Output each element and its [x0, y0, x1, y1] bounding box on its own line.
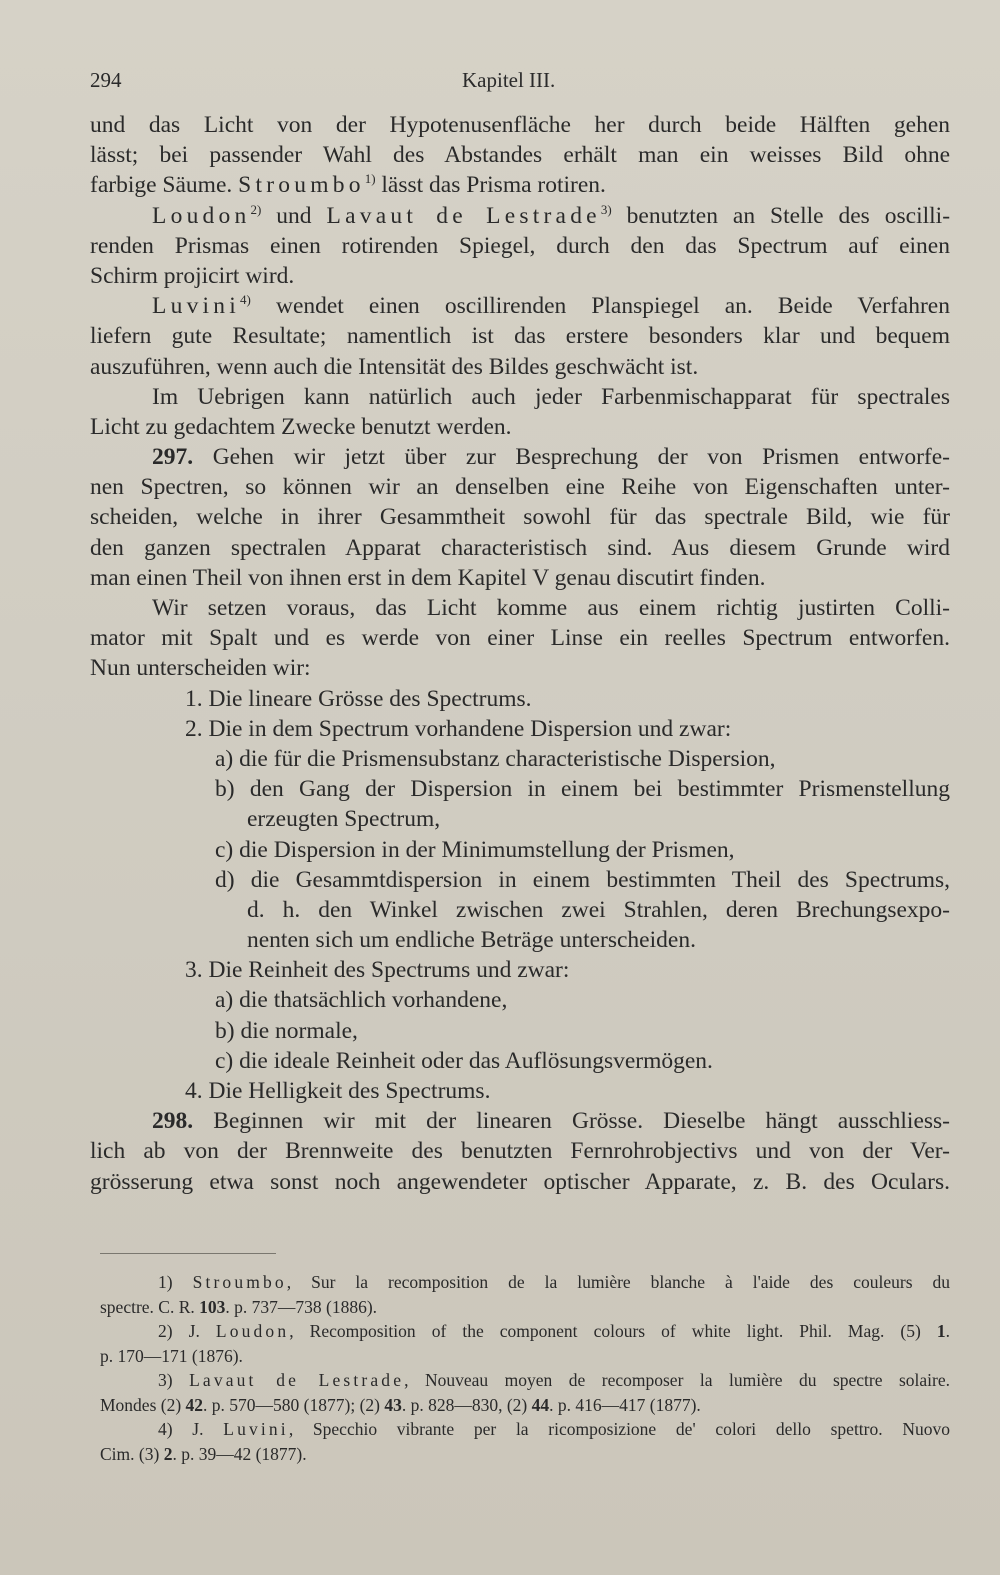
author-name: Loudon: [152, 202, 251, 229]
volume-number: 103: [199, 1296, 226, 1317]
text-span: , Nouveau moyen de recomposer la lumière du spectre solaire.: [404, 1370, 951, 1390]
text-line: [90, 170, 950, 200]
footnote-number: 3): [158, 1370, 173, 1390]
list-item: b) den Gang der Dispersion in einem bei bestimmter Prismenstellung: [215, 776, 950, 803]
text-line: man einen Theil von ihnen erst in dem Kapitel V genau discutirt finden.: [90, 564, 766, 591]
volume-number: 44: [531, 1394, 550, 1415]
list-item: d. h. den Winkel zwischen zwei Strahlen, deren Brechungsexpo-: [247, 896, 950, 923]
text-line: Schirm projicirt wird.: [90, 262, 295, 289]
body-text: [90, 110, 950, 1197]
text-span: benutzten an Stelle des oscilli-: [626, 202, 951, 229]
text-span: , Sur la recomposition de la lumière blanche à l'aide des couleurs du: [286, 1272, 950, 1292]
text-span: farbige Säume.: [90, 172, 233, 199]
footnote-line: [100, 1368, 950, 1393]
text-span: Beginnen wir mit der linearen Grösse. Dieselbe hängt ausschliess-: [213, 1108, 951, 1135]
author-name: Luvini: [152, 293, 241, 320]
author-name: Loudon: [215, 1321, 290, 1341]
text-line: lich ab von der Brennweite des benutzten Fernrohrobjectivs und von der Ver-: [90, 1138, 950, 1165]
text-line: Licht zu gedachtem Zwecke benutzt werden.: [90, 413, 512, 440]
list-item: 3. Die Reinheit des Spectrums und zwar:: [185, 957, 570, 984]
text-line: nen Spectren, so können wir an denselben eine Reihe von Eigenschaften unter-: [90, 474, 950, 501]
footnote-number: 4) J.: [158, 1419, 204, 1439]
list-item: c) die ideale Reinheit oder das Auflösungsvermögen.: [215, 1047, 713, 1074]
text-span: lässt das Prisma rotiren.: [381, 172, 606, 199]
text-line: auszuführen, wenn auch die Intensität des Bildes geschwächt ist.: [90, 353, 699, 380]
volume-number: 1: [936, 1321, 946, 1341]
list-item: 1. Die lineare Grösse des Spectrums.: [185, 685, 532, 712]
text-span: , Recomposition of the component colours of white light. Phil. Mag. (5): [289, 1321, 921, 1341]
volume-number: 42: [185, 1394, 204, 1415]
footnote-line: [100, 1417, 950, 1442]
volume-number: 43: [384, 1394, 402, 1415]
list-item: erzeugten Spectrum,: [247, 806, 441, 833]
author-name: Lavaut de Lestrade: [189, 1370, 405, 1390]
text-line: den ganzen spectralen Apparat characteristisch sind. Aus diesem Grunde wird: [90, 534, 950, 561]
text-line: renden Prismas einen rotirenden Spiegel, durch den das Spectrum auf einen: [90, 232, 950, 259]
text-line: lässt; bei passender Wahl des Abstandes erhält man ein weisses Bild ohne: [90, 142, 950, 169]
author-name: Lavaut de Lestrade: [326, 202, 601, 229]
text-line: grösserung etwa sonst noch angewendeter optischer Apparate, z. B. des Oculars.: [90, 1168, 950, 1195]
section-number: 297.: [152, 444, 194, 471]
text-line: mator mit Spalt und es werde von einer Linse ein reelles Spectrum entworfen.: [90, 625, 950, 652]
footnote-ref: 1): [364, 171, 376, 187]
text-span: Cim. (3): [100, 1443, 160, 1464]
running-head: Kapitel III.: [462, 68, 556, 92]
footnote-line: [100, 1442, 950, 1467]
author-name: Luvini: [223, 1419, 289, 1439]
footnote-line: [100, 1270, 950, 1295]
text-line: Wir setzen voraus, das Licht komme aus einem richtig justirten Colli-: [152, 595, 950, 621]
text-span: . p. 737—738 (1886).: [225, 1296, 378, 1317]
page-header: [90, 68, 950, 98]
footnote-line: [100, 1393, 950, 1418]
text-line: [90, 1106, 950, 1136]
text-span: . p. 416—417 (1877).: [549, 1394, 701, 1415]
list-item: nenten sich um endliche Beträge unterscheiden.: [247, 927, 696, 954]
footnotes: [100, 1270, 950, 1466]
footnote-ref: 4): [240, 292, 251, 308]
text-line: [90, 201, 950, 231]
list-item: a) die thatsächlich vorhandene,: [215, 987, 508, 1014]
text-line: [90, 442, 950, 472]
text-line: und das Licht von der Hypotenusenfläche her durch beide Hälften gehen: [90, 112, 950, 138]
text-span: spectre. C. R.: [100, 1296, 195, 1317]
footnote-line: p. 170—171 (1876).: [100, 1345, 243, 1366]
text-line: Im Uebrigen kann natürlich auch jeder Farbenmischapparat für spectrales: [152, 383, 950, 410]
text-line: [90, 291, 950, 321]
footnote-number: 2) J.: [158, 1321, 200, 1341]
footnote-number: 1): [158, 1272, 173, 1292]
section-number: 298.: [152, 1108, 194, 1135]
footnote-rule: [100, 1253, 276, 1254]
footnote-ref: 3): [600, 201, 612, 217]
author-name: Stroumbo: [238, 172, 365, 199]
author-name: Stroumbo: [192, 1272, 287, 1292]
footnote-ref: 2): [250, 201, 262, 217]
text-span: Gehen wir jetzt über zur Besprechung der von Prismen entworfe-: [212, 444, 950, 471]
volume-number: 2: [163, 1443, 173, 1464]
text-line: Nun unterscheiden wir:: [90, 655, 311, 682]
footnote-line: [100, 1295, 950, 1320]
text-span: .: [945, 1321, 951, 1341]
list-item: 4. Die Helligkeit des Spectrums.: [185, 1078, 491, 1104]
text-span: . p. 828—830, (2): [401, 1394, 528, 1415]
page-number: 294: [90, 68, 122, 92]
text-span: und: [276, 202, 312, 229]
list-item: c) die Dispersion in der Minimumstellung der Prismen,: [215, 836, 735, 863]
text-span: , Specchio vibrante per la ricomposizione de' colori dello spettro. Nuovo: [288, 1419, 950, 1439]
text-line: liefern gute Resultate; namentlich ist das erstere besonders klar und bequem: [90, 323, 950, 350]
text-span: . p. 570—580 (1877); (2): [203, 1394, 380, 1415]
text-span: Mondes (2): [100, 1394, 182, 1415]
list-item: b) die normale,: [215, 1017, 358, 1044]
text-span: wendet einen oscillirenden Planspiegel an. Beide Verfahren: [275, 293, 950, 320]
footnote-line: [100, 1319, 950, 1344]
text-line: scheiden, welche in ihrer Gesammtheit sowohl für das spectrale Bild, wie für: [90, 504, 950, 531]
list-item: a) die für die Prismensubstanz characteristische Dispersion,: [215, 745, 776, 772]
list-item: 2. Die in dem Spectrum vorhandene Dispersion und zwar:: [185, 715, 732, 742]
text-span: . p. 39—42 (1877).: [172, 1443, 307, 1464]
list-item: d) die Gesammtdispersion in einem bestimmten Theil des Spectrums,: [215, 866, 950, 893]
